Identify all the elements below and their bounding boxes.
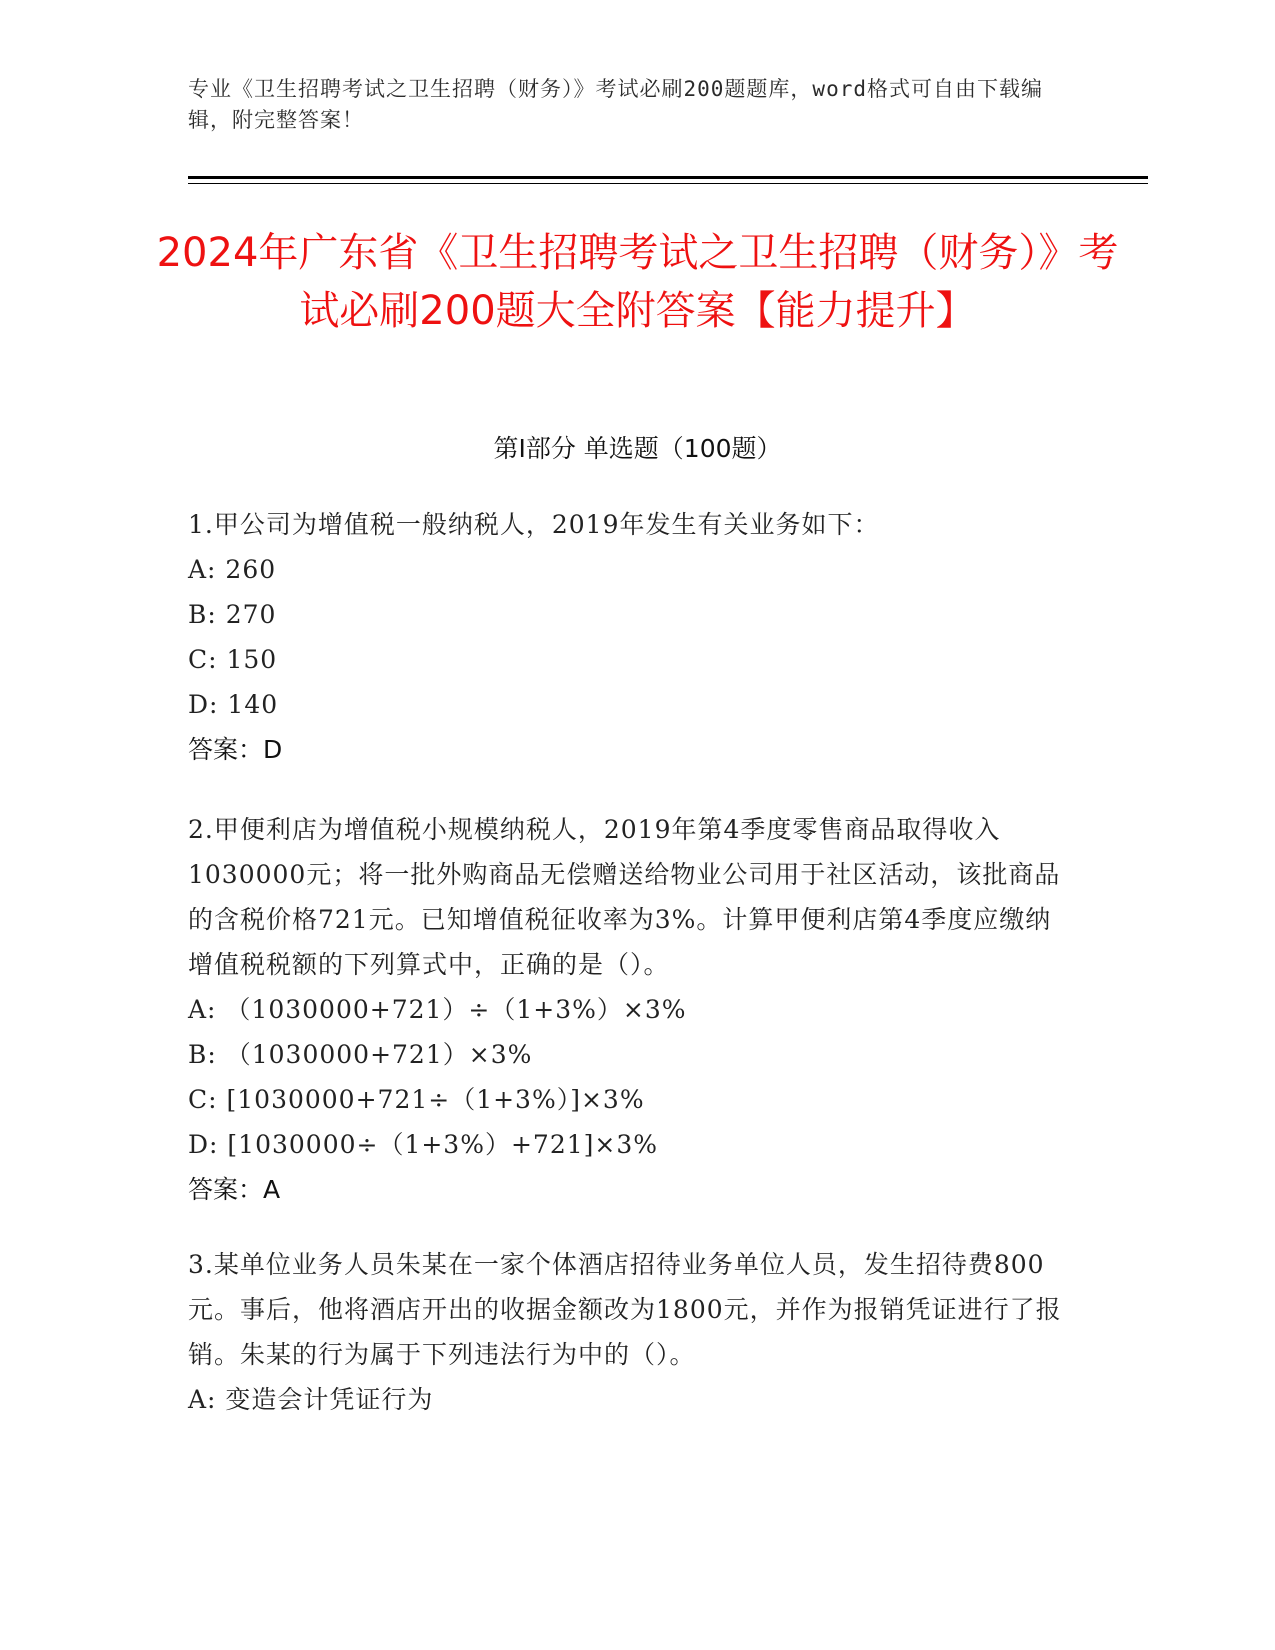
option-b: B: （1030000+721）×3%	[188, 1040, 533, 1069]
question-1	[188, 502, 1068, 772]
option-a: A: （1030000+721）÷（1+3%）×3%	[188, 995, 687, 1024]
option-c: C: 150	[188, 645, 278, 674]
option-a: A: 260	[188, 555, 277, 584]
section-heading: 第Ⅰ部分 单选题（100题）	[493, 434, 782, 463]
question-2	[188, 807, 1068, 1212]
answer: 答案：A	[188, 1175, 281, 1204]
option-d: D: [1030000÷（1+3%）+721]×3%	[188, 1130, 658, 1159]
question-text: 1.甲公司为增值税一般纳税人，2019年发生有关业务如下：	[188, 510, 880, 539]
answer: 答案：D	[188, 735, 283, 764]
question-3	[188, 1242, 1068, 1422]
header-divider-thin	[188, 183, 1148, 184]
question-text: 3.某单位业务人员朱某在一家个体酒店招待业务单位人员，发生招待费800元。事后，他将酒店开出的收据金额改为1800元，并作为报销凭证进行了报销。朱某的行为属于下列违法行为中的（）。	[188, 1250, 1062, 1369]
option-d: D: 140	[188, 690, 279, 719]
header-note: 专业《卫生招聘考试之卫生招聘（财务）》考试必刷200题题库，word格式可自由下载编辑，附完整答案！	[188, 77, 1043, 132]
option-a: A: 变造会计凭证行为	[188, 1385, 434, 1414]
question-text: 2.甲便利店为增值税小规模纳税人，2019年第4季度零售商品取得收入1030000元；将一批外购商品无偿赠送给物业公司用于社区活动，该批商品的含税价格721元。已知增值税征收率为3%。计算甲便利店第4季度应缴纳增值税税额的下列算式中，正确的是（）。	[188, 815, 1061, 979]
header-divider-thick	[188, 176, 1148, 179]
option-c: C: [1030000+721÷（1+3%）]×3%	[188, 1085, 645, 1114]
option-b: B: 270	[188, 600, 277, 629]
document-title: 2024年广东省《卫生招聘考试之卫生招聘（财务）》考试必刷200题大全附答案【能力提升】	[156, 230, 1119, 334]
